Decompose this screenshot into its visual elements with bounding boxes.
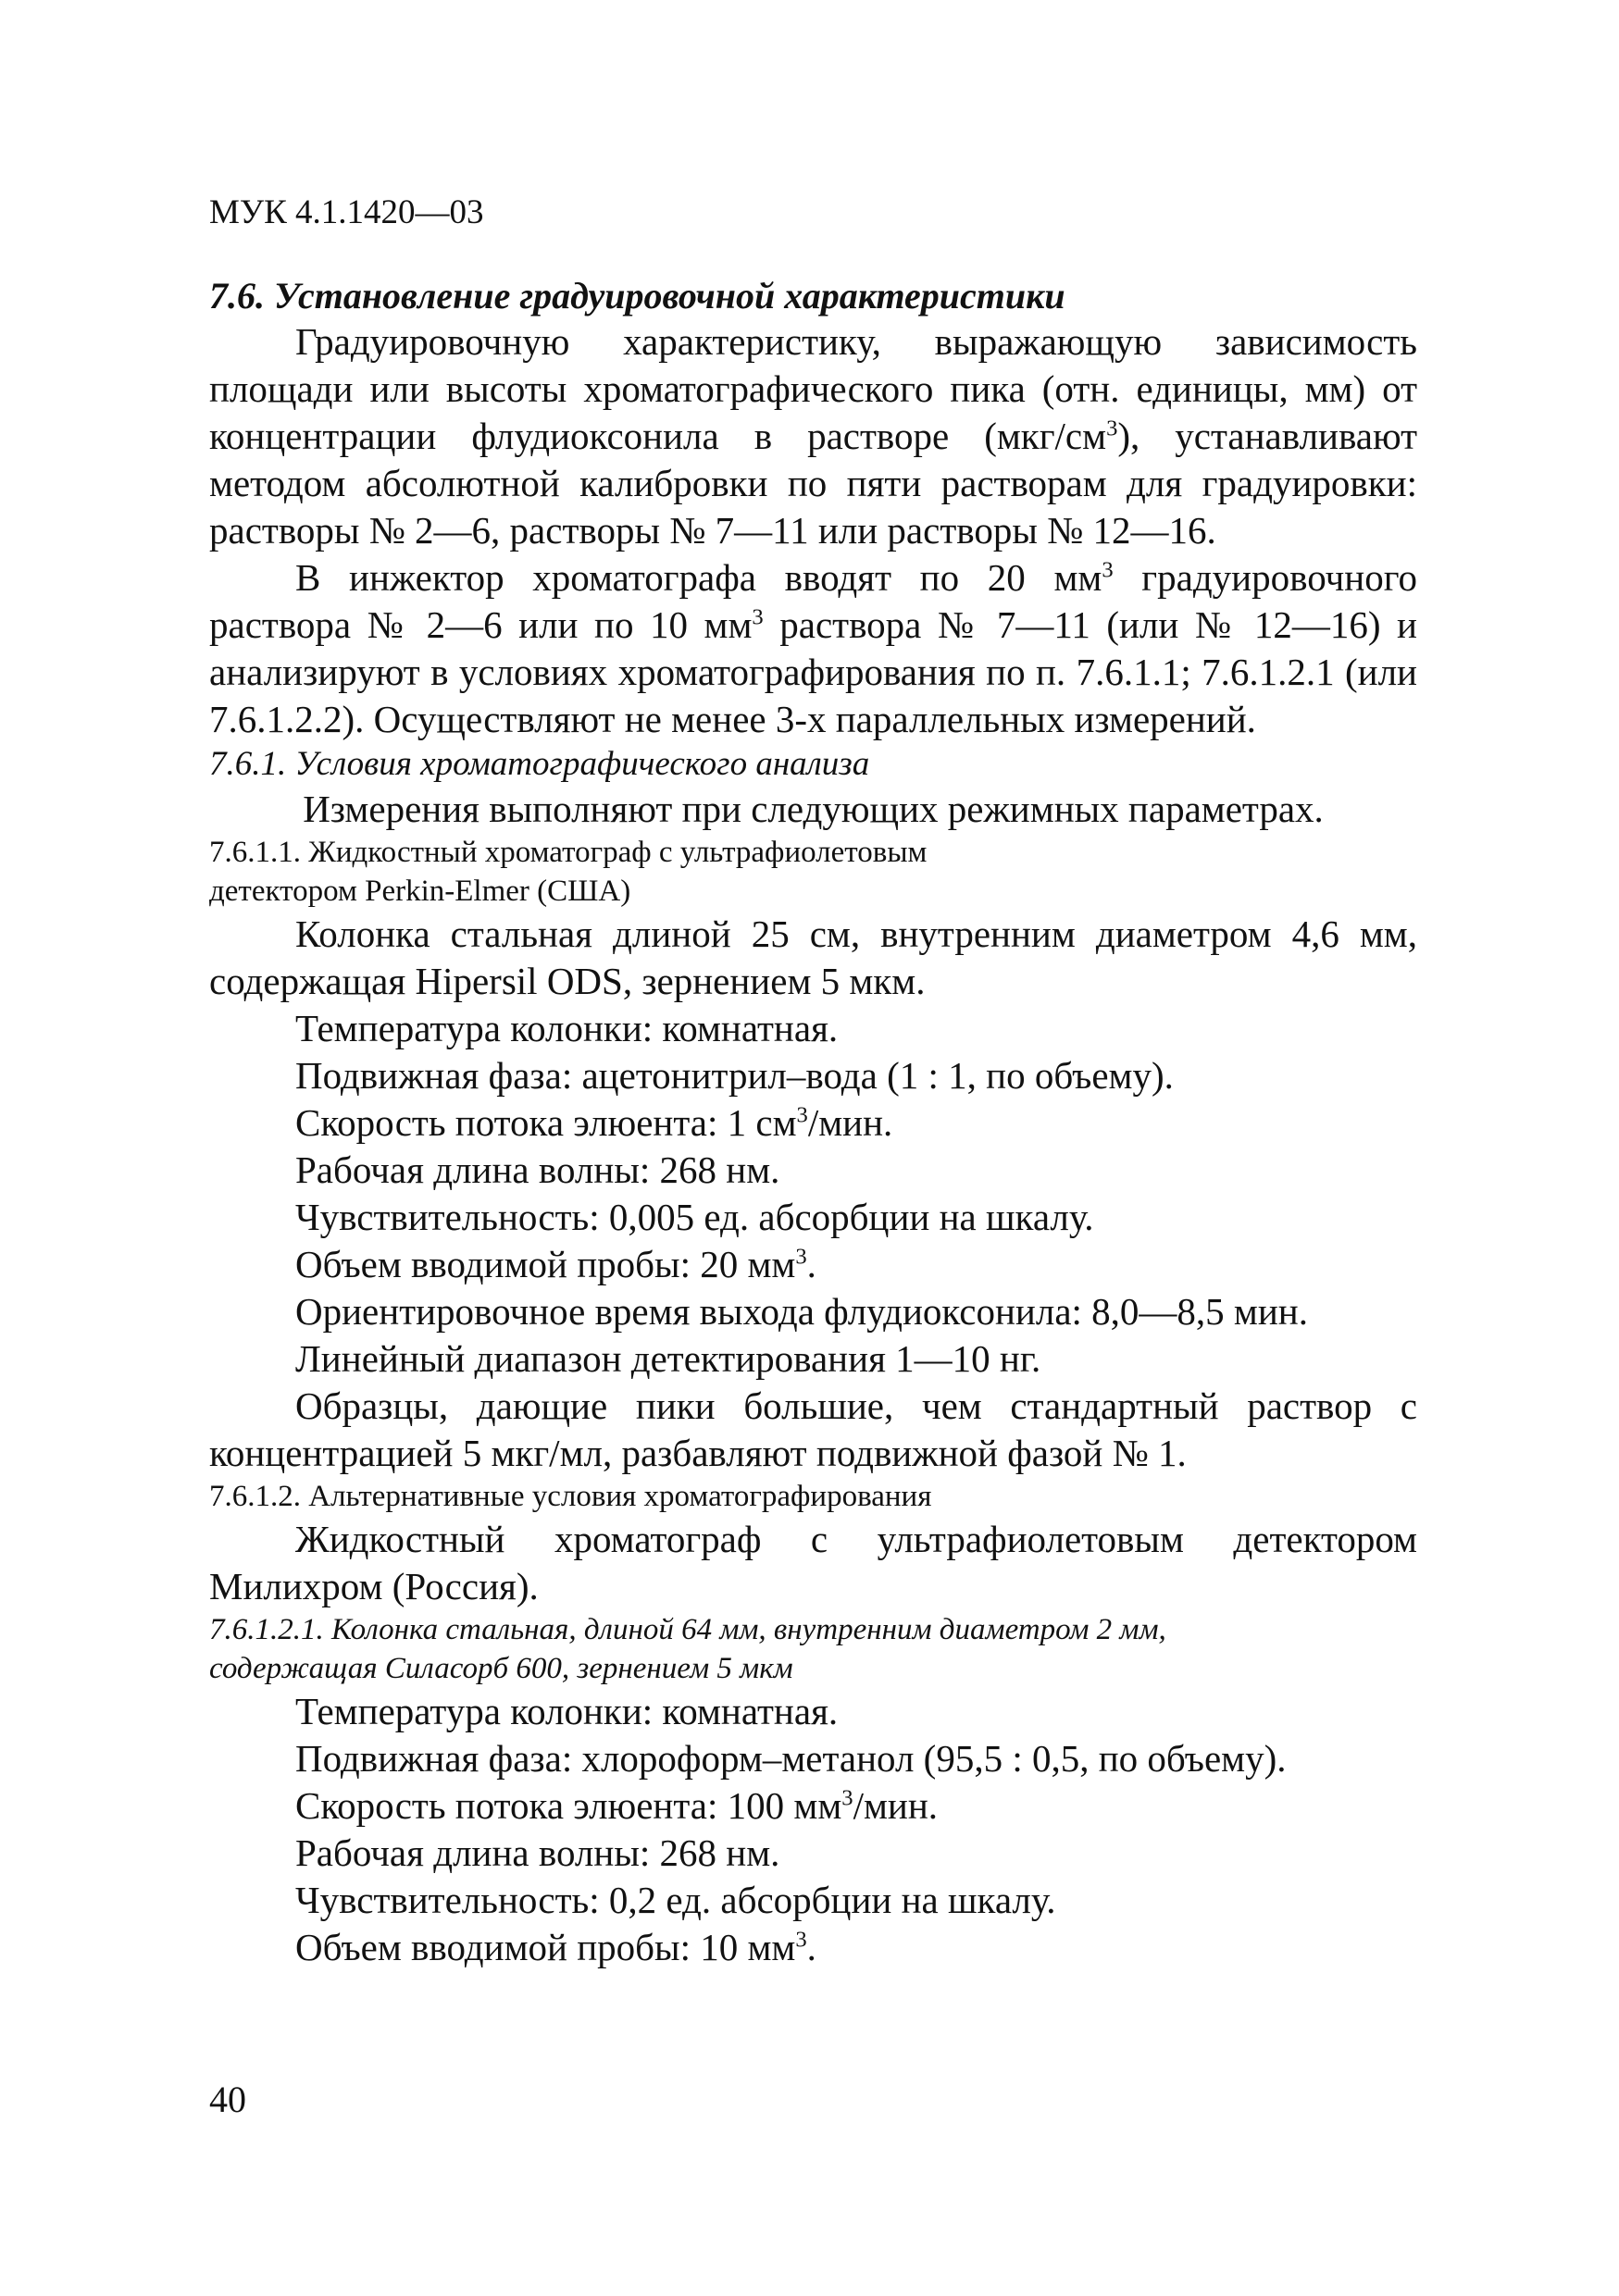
subsection-76121-heading xyxy=(209,1610,1417,1688)
subsection-7611-heading-line2: детектором Perkin-Elmer (США) xyxy=(209,875,631,908)
alt-sample-volume xyxy=(209,1924,1417,1971)
flow-rate-unit: /мин. xyxy=(807,1101,893,1144)
paragraph-injection xyxy=(209,554,1417,743)
flow-rate xyxy=(209,1099,1417,1147)
paragraph-injection-part2: градуировочного раствора № 2—6 или по 10 мм xyxy=(209,556,1417,646)
superscript: 3 xyxy=(795,1244,807,1270)
wavelength: Рабочая длина волны: 268 нм. xyxy=(295,1148,780,1191)
alt-column-temperature: Температура колонки: комнатная. xyxy=(295,1690,839,1732)
sensitivity: Чувствительность: 0,005 ед. абсорбции на шкалу. xyxy=(295,1196,1094,1238)
alt-flow-rate xyxy=(209,1782,1417,1830)
subsection-76121-heading-line1: 7.6.1.2.1. Колонка стальная, длиной 64 мм, внутренним диаметром 2 мм, xyxy=(209,1613,1166,1646)
sample-volume xyxy=(209,1241,1417,1288)
superscript: 3 xyxy=(1106,416,1118,441)
subsection-761-intro: Измерения выполняют при следующих режимных параметрах. xyxy=(303,788,1324,830)
section-heading: 7.6. Установление градуировочной характеристики xyxy=(209,275,1065,316)
paragraph-calibration-part1: Градуировочную характеристику, выражающую зависимость площади или высоты хроматографического пика (отн. единицы, мм) от концентрации флудиоксонила в растворе (мкг/см xyxy=(209,320,1417,457)
subsection-7611-heading xyxy=(209,833,1417,911)
alt-wavelength: Рабочая длина волны: 268 нм. xyxy=(295,1831,780,1874)
paragraph-injection-part3: раствора № 7—11 (или № 12—16) и анализируют в условиях хроматографирования по п. 7.6.1.1; 7.6.1.2.1 (или 7.6.1.2.2). Осуществляют не менее 3-х параллельных измерений. xyxy=(209,603,1417,740)
superscript: 3 xyxy=(796,1102,808,1128)
alt-sensitivity: Чувствительность: 0,2 ед. абсорбции на шкалу. xyxy=(295,1879,1056,1921)
column-description: Колонка стальная длиной 25 см, внутренним диаметром 4,6 мм, содержащая Hipersil ODS, зернением 5 мкм. xyxy=(209,912,1417,1002)
subsection-7612-heading: 7.6.1.2. Альтернативные условия хроматографирования xyxy=(209,1480,932,1513)
alt-sample-volume-end: . xyxy=(806,1926,816,1968)
linear-range: Линейный диапазон детектирования 1—10 нг. xyxy=(295,1337,1041,1380)
superscript: 3 xyxy=(1102,557,1114,583)
subsection-761-heading: 7.6.1. Условия хроматографического анализа xyxy=(209,745,870,783)
sample-volume-text: Объем вводимой пробы: 20 мм xyxy=(295,1243,796,1285)
paragraph-calibration-part2: ), устанавливают методом абсолютной калибровки по пяти растворам для градуировки: растворы № 2—6, растворы № 7—11 или растворы № 12—16. xyxy=(209,415,1417,552)
subsection-7611-heading-line1: 7.6.1.1. Жидкостный хроматограф с ультрафиолетовым xyxy=(209,836,928,869)
paragraph-injection-part1: В инжектор хроматографа вводят по 20 мм xyxy=(295,556,1102,599)
paragraph-calibration xyxy=(209,318,1417,554)
superscript: 3 xyxy=(795,1927,807,1953)
alt-flow-rate-text: Скорость потока элюента: 100 мм xyxy=(295,1784,842,1827)
superscript: 3 xyxy=(752,604,764,630)
mobile-phase: Подвижная фаза: ацетонитрил–вода (1 : 1, по объему). xyxy=(295,1054,1174,1097)
alt-mobile-phase: Подвижная фаза: хлороформ–метанол (95,5 : 0,5, по объему). xyxy=(295,1737,1287,1780)
page-content xyxy=(209,274,1417,1971)
page-number: 40 xyxy=(209,2079,246,2120)
alt-sample-volume-text: Объем вводимой пробы: 10 мм xyxy=(295,1926,796,1968)
document-code: МУК 4.1.1420—03 xyxy=(209,193,484,231)
samples-note: Образцы, дающие пики большие, чем стандартный раствор с концентрацией 5 мкг/мл, разбавляют подвижной фазой № 1. xyxy=(209,1384,1417,1474)
alt-flow-rate-unit: /мин. xyxy=(853,1784,939,1827)
sample-volume-end: . xyxy=(806,1243,816,1285)
column-temperature: Температура колонки: комнатная. xyxy=(295,1007,839,1049)
retention-time: Ориентировочное время выхода флудиоксонила: 8,0—8,5 мин. xyxy=(295,1290,1308,1333)
superscript: 3 xyxy=(841,1785,853,1811)
flow-rate-text: Скорость потока элюента: 1 см xyxy=(295,1101,797,1144)
alternative-chromatograph: Жидкостный хроматограф с ультрафиолетовым детектором Милихром (Россия). xyxy=(209,1518,1417,1607)
subsection-76121-heading-line2: содержащая Силасорб 600, зернением 5 мкм xyxy=(209,1652,793,1685)
